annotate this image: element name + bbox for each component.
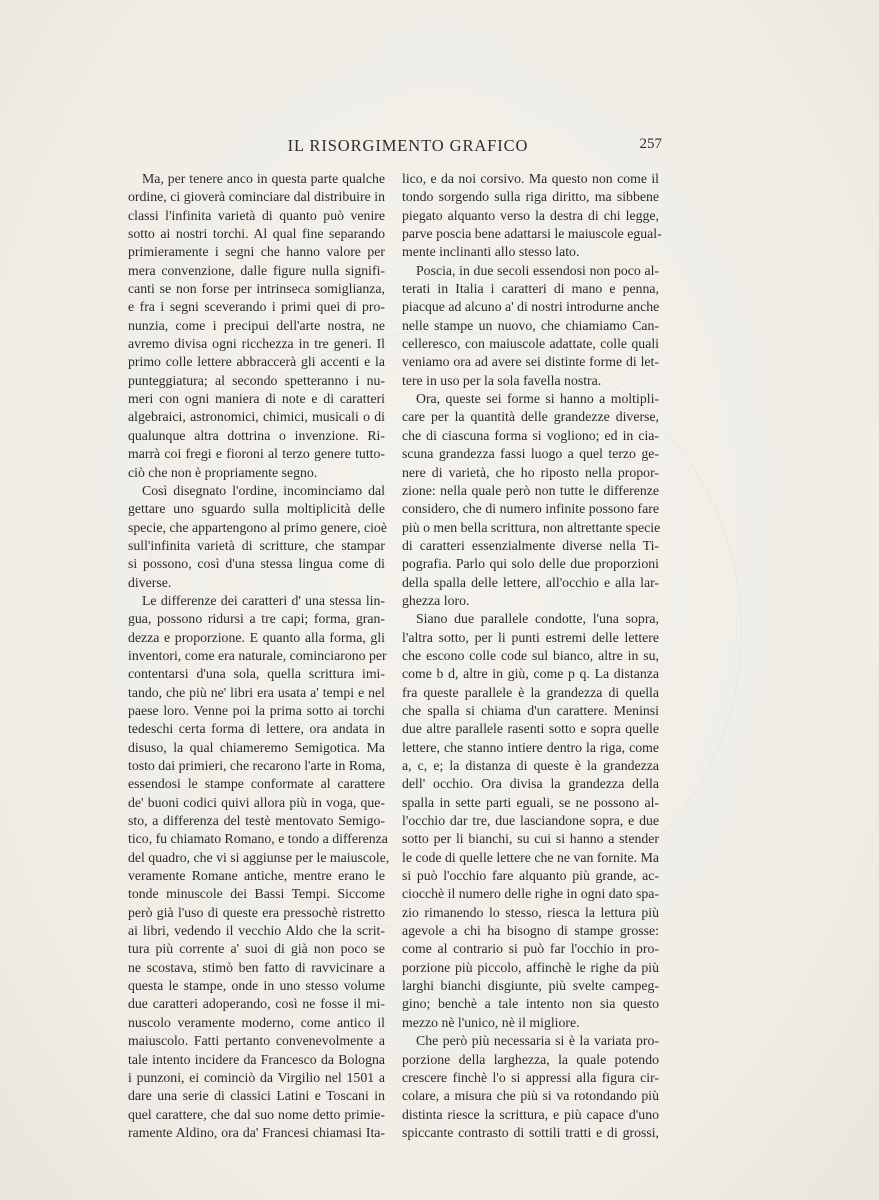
text-line: però già l'uso di queste era pressochè ristretto	[128, 904, 385, 920]
running-title: IL RISORGIMENTO GRAFICO	[287, 136, 529, 155]
page-header	[0, 136, 879, 160]
text-line: nunzia, come i precipui dell'arte nostra, ne	[128, 317, 385, 333]
text-line: marrà coi fregi e fioroni al terzo genere tutto-	[128, 446, 385, 462]
text-line: e fra i segni sceverando i primi quei di pro-	[128, 299, 385, 315]
text-line: più o men bella scrittura, non altrettante specie	[402, 519, 661, 535]
text-line: piegato alquanto verso la destra di chi legge,	[402, 207, 659, 223]
right-text-column	[402, 170, 662, 1142]
text-line: che di ciascuna forma si vogliono; ed in cia-	[402, 427, 659, 443]
text-line: tere in uso per la sola favella nostra.	[402, 372, 602, 388]
text-line: Ma, per tenere anco in questa parte qualche	[142, 171, 385, 186]
text-line: porzione più piccolo, affinchè le righe da più	[402, 959, 659, 975]
text-line: qualunque altra dottrina o invenzione. Ri-	[128, 427, 385, 443]
text-line: mera convenzione, dalle figure nulla signifi-	[128, 262, 385, 278]
text-line: ciò che non è propriamente segno.	[128, 464, 318, 480]
text-line: lettere, che stanno intiere dentro la riga, come	[402, 739, 659, 755]
text-line: de' buoni codici quivi allora più in voga, que-	[128, 794, 385, 810]
text-line: algebraici, astronomici, chimici, musicali o di	[128, 409, 385, 425]
text-line: due altre parallele rasenti sotto e sopra quelle	[402, 721, 659, 737]
text-line: Siano due parallele condotte, l'una sopra,	[416, 611, 659, 627]
text-line: tedeschi certa forma di lettere, ora andata in	[128, 721, 385, 737]
text-line: primieramente i segni che hanno valore per	[128, 244, 385, 260]
text-line: scuna grandezza fassi luogo a quel terzo ge-	[402, 446, 659, 462]
text-line: parve poscia bene adattarsi le maiuscole egual-	[402, 226, 662, 242]
text-line: si possono, così d'una stessa lingua come di	[128, 556, 385, 572]
text-line: gua, possono ridursi a tre capi; forma, gran-	[128, 611, 385, 627]
text-line: porzione della larghezza, la quale potendo	[402, 1051, 659, 1067]
text-line: nelle stampe un nuovo, che chiamiamo Can-	[402, 317, 659, 333]
text-line: sotto per li bianchi, su cui si hanno a stender	[402, 831, 659, 847]
text-line: dezza e proporzione. E quanto alla forma, gli	[128, 629, 385, 645]
text-line: questa le stampe, onde in uno stesso volume	[128, 978, 385, 994]
text-line: l'occhio dar tre, due lasciandone sopra, e due	[402, 813, 659, 829]
text-line: ne scostava, stimò ben fatto di ravvicinare a	[128, 959, 385, 975]
text-line: specie, che appartengono al primo genere, cioè	[128, 519, 387, 535]
text-line: paese loro. Venne poi la prima sotto ai torchi	[128, 702, 385, 718]
text-line: care per la quantità delle grandezze diverse,	[402, 409, 659, 425]
text-line: gettare uno sguardo sulla moltiplicità delle	[128, 501, 385, 517]
text-line: mente inclinanti allo stesso lato.	[402, 244, 580, 260]
text-line: i punzoni, ei cominciò da Virgilio nel 1501 a	[128, 1069, 385, 1085]
text-line: che spalla si chiama d'un carattere. Meninsi	[402, 702, 659, 718]
text-line: ai libri, vedendo il vecchio Aldo che la scrit-	[128, 923, 385, 939]
text-line: due caratteri adoperando, così ne fosse il mi-	[128, 996, 385, 1012]
text-line: tale intento incidere da Francesco da Bologna	[128, 1051, 385, 1067]
text-line: ciocchè il numero delle righe in ogni dato spa-	[402, 886, 659, 902]
text-line: nuscolo veramente moderno, come antico il	[128, 1014, 385, 1030]
text-line: disuso, la qual chiameremo Semigotica. Ma	[128, 739, 385, 755]
text-line: sotto ai nostri torchi. Al qual fine separando	[128, 226, 385, 242]
text-line: mezzo nè l'unico, nè il migliore.	[402, 1014, 580, 1030]
text-line: Poscia, in due secoli essendosi non poco al-	[416, 262, 659, 278]
text-line: canti se non forse per intrinseca somiglianza,	[128, 281, 385, 297]
text-line: che escono colle code sul bianco, altre in su,	[402, 647, 659, 663]
text-line: quel carattere, che dal suo nome detto primie-	[128, 1106, 385, 1122]
text-line: dare una serie di classici Latini e Toscani in	[128, 1088, 385, 1104]
text-line: fra queste parallele è la grandezza di quella	[402, 684, 659, 700]
text-line: maiuscolo. Fatti pertanto convenevolmente a	[128, 1033, 385, 1049]
text-line: pografia. Parlo qui solo delle due proporzioni	[402, 556, 659, 572]
text-line: agevole a chi ha bisogno di stampe grosse:	[402, 923, 659, 939]
text-line: celleresco, con maiuscole adattate, colle quali	[402, 336, 659, 352]
text-line: nere di varietà, che ho riposto nella propor-	[402, 464, 659, 480]
text-line: l'altra sotto, per li punti estremi delle lettere	[402, 629, 659, 645]
text-line: le code di quelle lettere che ne van fornite. Ma	[402, 849, 659, 865]
text-line: lico, e da noi corsivo. Ma questo non come il	[402, 171, 659, 186]
text-line: tura più corrente a' suoi di già non poco se	[128, 941, 385, 957]
text-line: punteggiatura; al secondo spetteranno i nu-	[128, 372, 385, 388]
text-line: zione: nella quale però non tutte le differenze	[402, 482, 659, 498]
text-line: tando, che più ne' libri era usata a' tempi e nel	[128, 684, 385, 700]
paragraph	[402, 610, 659, 1032]
paragraph	[128, 592, 390, 1142]
text-line: larghi bianchi disgiunte, più svelte campeg-	[402, 978, 659, 994]
text-line: ghezza loro.	[402, 592, 470, 608]
text-line: distinta riesce la scrittura, e più capace d'uno	[402, 1106, 659, 1122]
paragraph	[402, 390, 659, 610]
text-line: si può l'occhio fare alquanto più grande, ac-	[402, 868, 659, 884]
left-text-column	[128, 170, 390, 1142]
text-line: colare, a misura che più si va rotondando più	[402, 1088, 659, 1104]
text-line: zio rimanendo lo stesso, riesca la lettura più	[402, 904, 659, 920]
text-line: spalla in sette parti eguali, se ne possono al-	[402, 794, 659, 810]
text-line: Le differenze dei caratteri d' una stessa lin-	[142, 592, 385, 608]
text-line: spiccante contrasto di sottili tratti e di grossi,	[402, 1124, 659, 1140]
text-line: di caratteri essenzialmente diverse nella Ti-	[402, 537, 659, 553]
paragraph	[128, 482, 385, 592]
text-line: terati in Italia i caratteri di mano e penna,	[402, 281, 659, 297]
text-line: meri con ogni maniera di note e di caratteri	[128, 391, 385, 407]
text-line: Ora, queste sei forme si hanno a moltipli-	[416, 391, 659, 407]
text-line: veramente Romane antiche, mentre erano le	[128, 868, 385, 884]
text-line: tico, fu chiamato Romano, e tondo a differenza	[128, 831, 388, 847]
text-line: avremo divisa ogni ricchezza in tre generi. Il	[128, 336, 385, 352]
text-line: crescere finchè l'o si appressi alla figura cir-	[402, 1069, 659, 1085]
text-line: a, c, e; la distanza di queste è la grandezza	[402, 758, 659, 773]
text-line: come al contrario si può far l'occhio in pro-	[402, 941, 659, 957]
page-number: 257	[639, 136, 662, 152]
paragraph	[128, 170, 385, 482]
text-line: ordine, ci gioverà cominciare dal distribuire in	[128, 189, 385, 205]
text-line: sto, a differenza del testè mentovato Semigo-	[128, 813, 385, 829]
text-line: diverse.	[128, 574, 172, 590]
text-line: piacque ad alcuno a' di nostri introdurne anche	[402, 299, 660, 315]
text-line: inventori, come era naturale, cominciarono per	[128, 647, 387, 663]
text-line: considero, che di numero infinite possono fare	[402, 501, 659, 517]
text-line: del quadro, che vi si aggiunse per le maiuscole,	[128, 849, 390, 865]
text-line: classi l'infinita varietà di quanto può venire	[128, 207, 385, 223]
text-line: tosto dai primieri, che recarono l'arte in Roma,	[128, 758, 386, 773]
text-line: tondo sorgendo sulla riga diritto, ma sibbene	[402, 189, 659, 205]
paragraph	[402, 262, 659, 390]
text-line: veniamo ora ad avere sei distinte forme di let-	[402, 354, 659, 370]
text-line: Così disegnato l'ordine, incominciamo dal	[142, 482, 385, 498]
text-line: essendosi le stampe conformate al carattere	[128, 776, 385, 792]
text-line: tonde minuscole dei Bassi Tempi. Siccome	[128, 886, 385, 902]
text-line: sull'infinita varietà di scritture, che stampar	[128, 537, 385, 553]
text-line: primo colle lettere abbraccerà gli accenti e la	[128, 354, 385, 370]
text-line: gino; benchè a tale intento non sia questo	[402, 996, 659, 1012]
text-line: Che però più necessaria si è la variata pro-	[416, 1033, 659, 1049]
text-line: come b d, altre in giù, come p q. La distanza	[402, 666, 659, 682]
text-line: ramente Aldino, ora da' Francesi chiamasi Ita-	[128, 1124, 385, 1140]
paragraph	[402, 170, 662, 262]
paragraph	[402, 1032, 659, 1142]
text-line: della spalla delle lettere, all'occhio e alla lar-	[402, 574, 659, 590]
text-line: contentarsi d'una sola, quella scrittura imi-	[128, 666, 385, 682]
text-line: dell' occhio. Ora divisa la grandezza della	[402, 776, 659, 792]
